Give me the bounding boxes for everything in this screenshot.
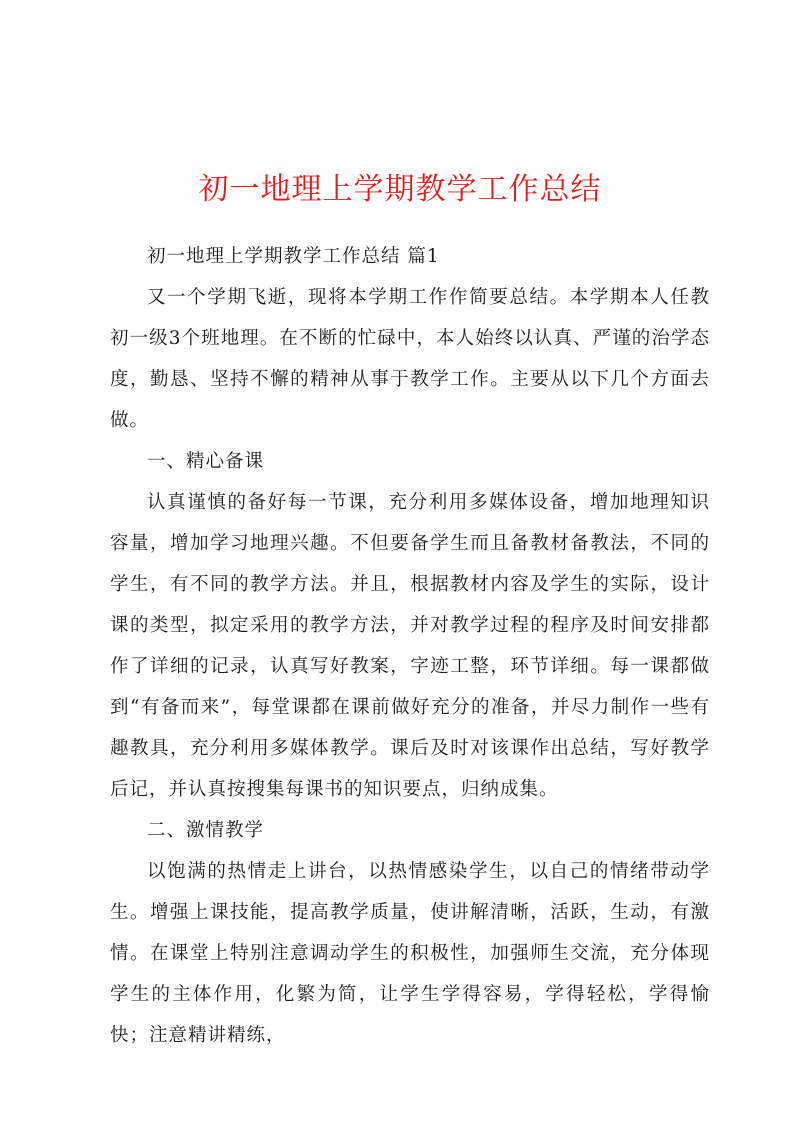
section-heading-teaching: 二、激情教学: [147, 820, 265, 841]
document-body: [110, 236, 710, 1056]
document-title: 初一地理上学期教学工作总结: [198, 172, 602, 207]
intro-paragraph: 又一个学期飞逝，现将本学期工作作简要总结。本学期本人任教初一级3个班地理。在不断的忙碌中，本人始终以认真、严谨的治学态度，勤恳、坚持不懈的精神从事于教学工作。主要从以下几个方面去做。: [110, 287, 710, 431]
section-paragraph-preparation: 认真谨慎的备好每一节课，充分利用多媒体设备，增加地理知识容量，增加学习地理兴趣。不但要备学生而且备教材备教法，不同的学生，有不同的教学方法。并且，根据教材内容及学生的实际，设计课的类型，拟定采用的教学方法，并对教学过程的程序及时间安排都作了详细的记录，认真写好教案，字迹工整，环节详细。每一课都做到“有备而来”，每堂课都在课前做好充分的准备，并尽力制作一些有趣教具，充分利用多媒体教学。课后及时对该课作出总结，写好教学后记，并认真按搜集每课书的知识要点，归纳成集。: [110, 492, 710, 800]
document-subtitle: 初一地理上学期教学工作总结 篇1: [147, 246, 440, 267]
section-heading-preparation: 一、精心备课: [147, 451, 265, 472]
section-paragraph-teaching: 以饱满的热情走上讲台，以热情感染学生，以自己的情绪带动学生。增强上课技能，提高教学质量，使讲解清晰，活跃，生动，有激情。在课堂上特别注意调动学生的积极性，加强师生交流，充分体现学生的主体作用，化繁为简，让学生学得容易，学得轻松，学得愉快；注意精讲精练，: [110, 861, 710, 1046]
